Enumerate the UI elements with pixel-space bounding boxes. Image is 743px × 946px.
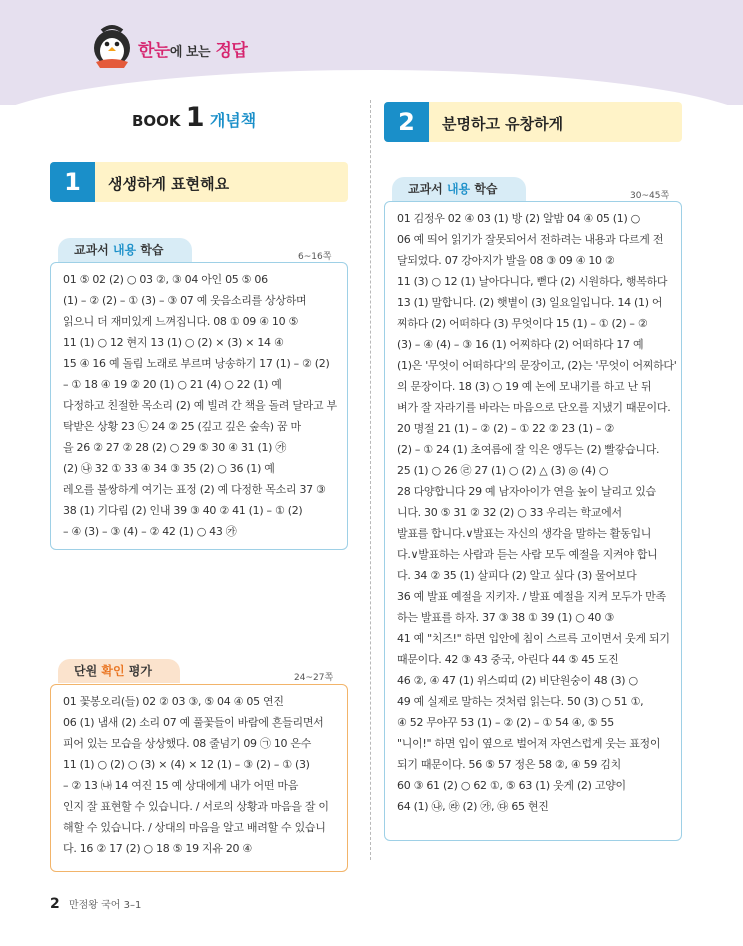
- study2-tab-c: 학습: [474, 182, 498, 196]
- answer-line: "니이!" 하면 입이 옆으로 벌어져 자연스럽게 웃는 표정이: [397, 737, 661, 750]
- answer-line: 01 김정우 02 ④ 03 (1) 방 (2) 알밤 04 ④ 05 (1) ○: [397, 212, 640, 225]
- answer-line: – ② 13 ㈏ 14 여진 15 예 상대에게 내가 어떤 마음: [63, 779, 299, 792]
- answer-line: 다정하고 친절한 목소리 (2) 예 빌려 간 책을 돌려 달라고 부: [63, 399, 337, 412]
- answer-line: ④ 52 무야꾸 53 (1) – ② (2) – ① 54 ④, ⑤ 55: [397, 716, 614, 729]
- book-title: [132, 102, 256, 133]
- answer-line: (1)은 '무엇이 어떠하다'의 문장이고, (2)는 '무엇이 어찌하다': [397, 359, 677, 372]
- answer-line: 11 (1) ○ (2) ○ (3) × (4) × 12 (1) – ③ (2) – ① (3): [63, 758, 310, 771]
- book-info: 만점왕 국어 3–1: [68, 900, 142, 911]
- answer-line: (3) – ④ (4) – ③ 16 (1) 어찌하다 (2) 어떠하다 17 예: [397, 338, 644, 351]
- answer-line: 06 예 띄어 읽기가 잘못되어서 전하려는 내용과 다르게 전: [397, 233, 664, 246]
- answer-line: 15 ④ 16 예 돌림 노래로 부르며 낭송하기 17 (1) – ② (2): [63, 357, 330, 370]
- answer-line: 41 예 "치즈!" 하면 입안에 침이 스르륵 고이면서 웃게 되기: [397, 632, 670, 645]
- section1-review-range: 24~27쪽: [294, 673, 334, 683]
- answer-line: 06 (1) 냄새 (2) 소리 07 예 풀꽃들이 바람에 흔들리면서: [63, 716, 324, 729]
- study2-tab-a: 교과서: [408, 182, 443, 196]
- answer-line: – ④ (3) – ③ (4) – ② 42 (1) ○ 43 ㉮: [63, 525, 237, 538]
- penguin-mascot-icon: [90, 22, 134, 68]
- study2-tab-b: 내용: [446, 182, 471, 196]
- answer-line: – ① 18 ④ 19 ② 20 (1) ○ 21 (4) ○ 22 (1) 예: [63, 378, 282, 391]
- section1-number: 1: [50, 162, 95, 202]
- book-name: 개념책: [209, 111, 257, 130]
- book-prefix: BOOK: [132, 112, 181, 130]
- answer-line: 인지 잘 표현할 수 있습니다. / 서로의 상황과 마음을 잘 이: [63, 800, 329, 813]
- section2-study-box: [384, 201, 682, 841]
- answer-line: (2) – ① 24 (1) 초여름에 잘 익은 앵두는 (2) 빨갛습니다.: [397, 443, 660, 456]
- section1-study-box: [50, 262, 348, 550]
- answer-line: 탁받은 상황 23 ㉡ 24 ② 25 (깊고 깊은 숲속) 꿈 마: [63, 420, 301, 433]
- study-tab-c: 학습: [140, 243, 164, 257]
- section2-title: 분명하고 유창하게: [442, 115, 564, 133]
- review-tab-a: 단원: [74, 664, 98, 678]
- answer-line: 20 명절 21 (1) – ② (2) – ① 22 ② 23 (1) – ②: [397, 422, 614, 435]
- answer-line: 때문이다. 42 ③ 43 중국, 아린다 44 ⑤ 45 도진: [397, 653, 619, 666]
- answer-line: 되기 때문이다. 56 ⑤ 57 정은 58 ②, ④ 59 김치: [397, 758, 621, 771]
- header-title-small: 에 보는: [169, 45, 211, 60]
- section2-study-range: 30~45쪽: [630, 191, 670, 201]
- section1-review-tab: [58, 659, 180, 683]
- review-tab-b: 확인: [101, 664, 125, 678]
- answer-line: 해할 수 있습니다. / 상대의 마음을 알고 배려할 수 있습니: [63, 821, 326, 834]
- section2-number: 2: [384, 102, 429, 142]
- review-tab-c: 평가: [128, 664, 152, 678]
- answer-line: 46 ②, ④ 47 (1) 위스띠띠 (2) 비단원숭이 48 (3) ○: [397, 674, 638, 687]
- page-number: 2: [50, 896, 60, 912]
- answer-line: 01 ⑤ 02 (2) ○ 03 ②, ③ 04 아인 05 ⑤ 06: [63, 273, 268, 286]
- answer-line: 피어 있는 모습을 상상했다. 08 줄넘기 09 ㉠ 10 은수: [63, 737, 312, 750]
- answer-line: 11 (3) ○ 12 (1) 날아다니다, 뻗다 (2) 시원하다, 행복하다: [397, 275, 668, 288]
- answer-line: 64 (1) ㉯, ㉱ (2) ㉮, ㉰ 65 현진: [397, 800, 549, 813]
- answer-line: (2) ㉯ 32 ① 33 ④ 34 ③ 35 (2) ○ 36 (1) 예: [63, 462, 275, 475]
- header-title-main: 한눈: [138, 41, 170, 61]
- answer-line: 니다. 30 ⑤ 31 ② 32 (2) ○ 33 우리는 학교에서: [397, 506, 622, 519]
- section1-heading: [50, 162, 348, 202]
- answer-line: 의 문장이다. 18 (3) ○ 19 예 논에 모내기를 하고 난 뒤: [397, 380, 652, 393]
- footer: [50, 896, 141, 912]
- answer-line: 레오를 불쌍하게 여기는 표정 (2) 예 다정한 목소리 37 ③: [63, 483, 326, 496]
- answer-line: 다. 34 ② 35 (1) 살피다 (2) 알고 싶다 (3) 물어보다: [397, 569, 637, 582]
- column-divider: [370, 100, 371, 860]
- answer-line: 25 (1) ○ 26 ㉣ 27 (1) ○ (2) △ (3) ◎ (4) ○: [397, 464, 609, 477]
- answer-line: 36 예 발표 예절을 지키자. / 발표 예절을 지켜 모두가 만족: [397, 590, 666, 603]
- header-title-end: 정답: [215, 41, 248, 61]
- answer-line: 을 26 ② 27 ② 28 (2) ○ 29 ⑤ 30 ④ 31 (1) ㉮: [63, 441, 287, 454]
- section1-study-tab: [58, 238, 192, 262]
- answer-line: (1) – ② (2) – ① (3) – ③ 07 예 웃음소리를 상상하며: [63, 294, 307, 307]
- answer-line: 60 ③ 61 (2) ○ 62 ①, ⑤ 63 (1) 웃게 (2) 고양이: [397, 779, 626, 792]
- section1-study-range: 6~16쪽: [298, 252, 332, 262]
- header-curve: [0, 70, 743, 105]
- answer-line: 38 (1) 기다림 (2) 인내 39 ③ 40 ② 41 (1) – ① (2): [63, 504, 303, 517]
- study-tab-a: 교과서: [74, 243, 109, 257]
- answer-line: 11 (1) ○ 12 현지 13 (1) ○ (2) × (3) × 14 ④: [63, 336, 284, 349]
- answer-line: 찌하다 (2) 어떠하다 (3) 무엇이다 15 (1) – ① (2) – ②: [397, 317, 648, 330]
- book-number: 1: [185, 102, 205, 133]
- answer-line: 01 꽃봉오리(들) 02 ② 03 ③, ⑤ 04 ④ 05 연진: [63, 695, 284, 708]
- section1-title: 생생하게 표현해요: [108, 175, 230, 193]
- study-tab-b: 내용: [112, 243, 137, 257]
- section1-review-box: [50, 684, 348, 872]
- answer-line: 하는 발표를 하자. 37 ③ 38 ① 39 (1) ○ 40 ③: [397, 611, 614, 624]
- answer-line: 49 예 실제로 말하는 것처럼 읽는다. 50 (3) ○ 51 ①,: [397, 695, 644, 708]
- answer-line: 다.∨발표하는 사람과 듣는 사람 모두 예절을 지켜야 합니: [397, 548, 658, 561]
- answer-line: 다. 16 ② 17 (2) ○ 18 ⑤ 19 지유 20 ④: [63, 842, 252, 855]
- answer-line: 28 다양합니다 29 예 남자아이가 연을 높이 날리고 있습: [397, 485, 656, 498]
- answer-line: 13 (1) 말합니다. (2) 햇볕이 (3) 일요일입니다. 14 (1) 어: [397, 296, 663, 309]
- section2-study-tab: [392, 177, 526, 201]
- answer-line: 벼가 잘 자라기를 바라는 마음으로 단오를 지냈기 때문이다.: [397, 401, 671, 414]
- answer-line: 발표를 합니다.∨발표는 자신의 생각을 말하는 활동입니: [397, 527, 652, 540]
- answer-line: 읽으니 더 재미있게 느껴집니다. 08 ① 09 ④ 10 ⑤: [63, 315, 299, 328]
- section2-heading: [384, 102, 682, 142]
- header-title: [138, 36, 247, 61]
- answer-line: 달되었다. 07 강아지가 발을 08 ③ 09 ④ 10 ②: [397, 254, 615, 267]
